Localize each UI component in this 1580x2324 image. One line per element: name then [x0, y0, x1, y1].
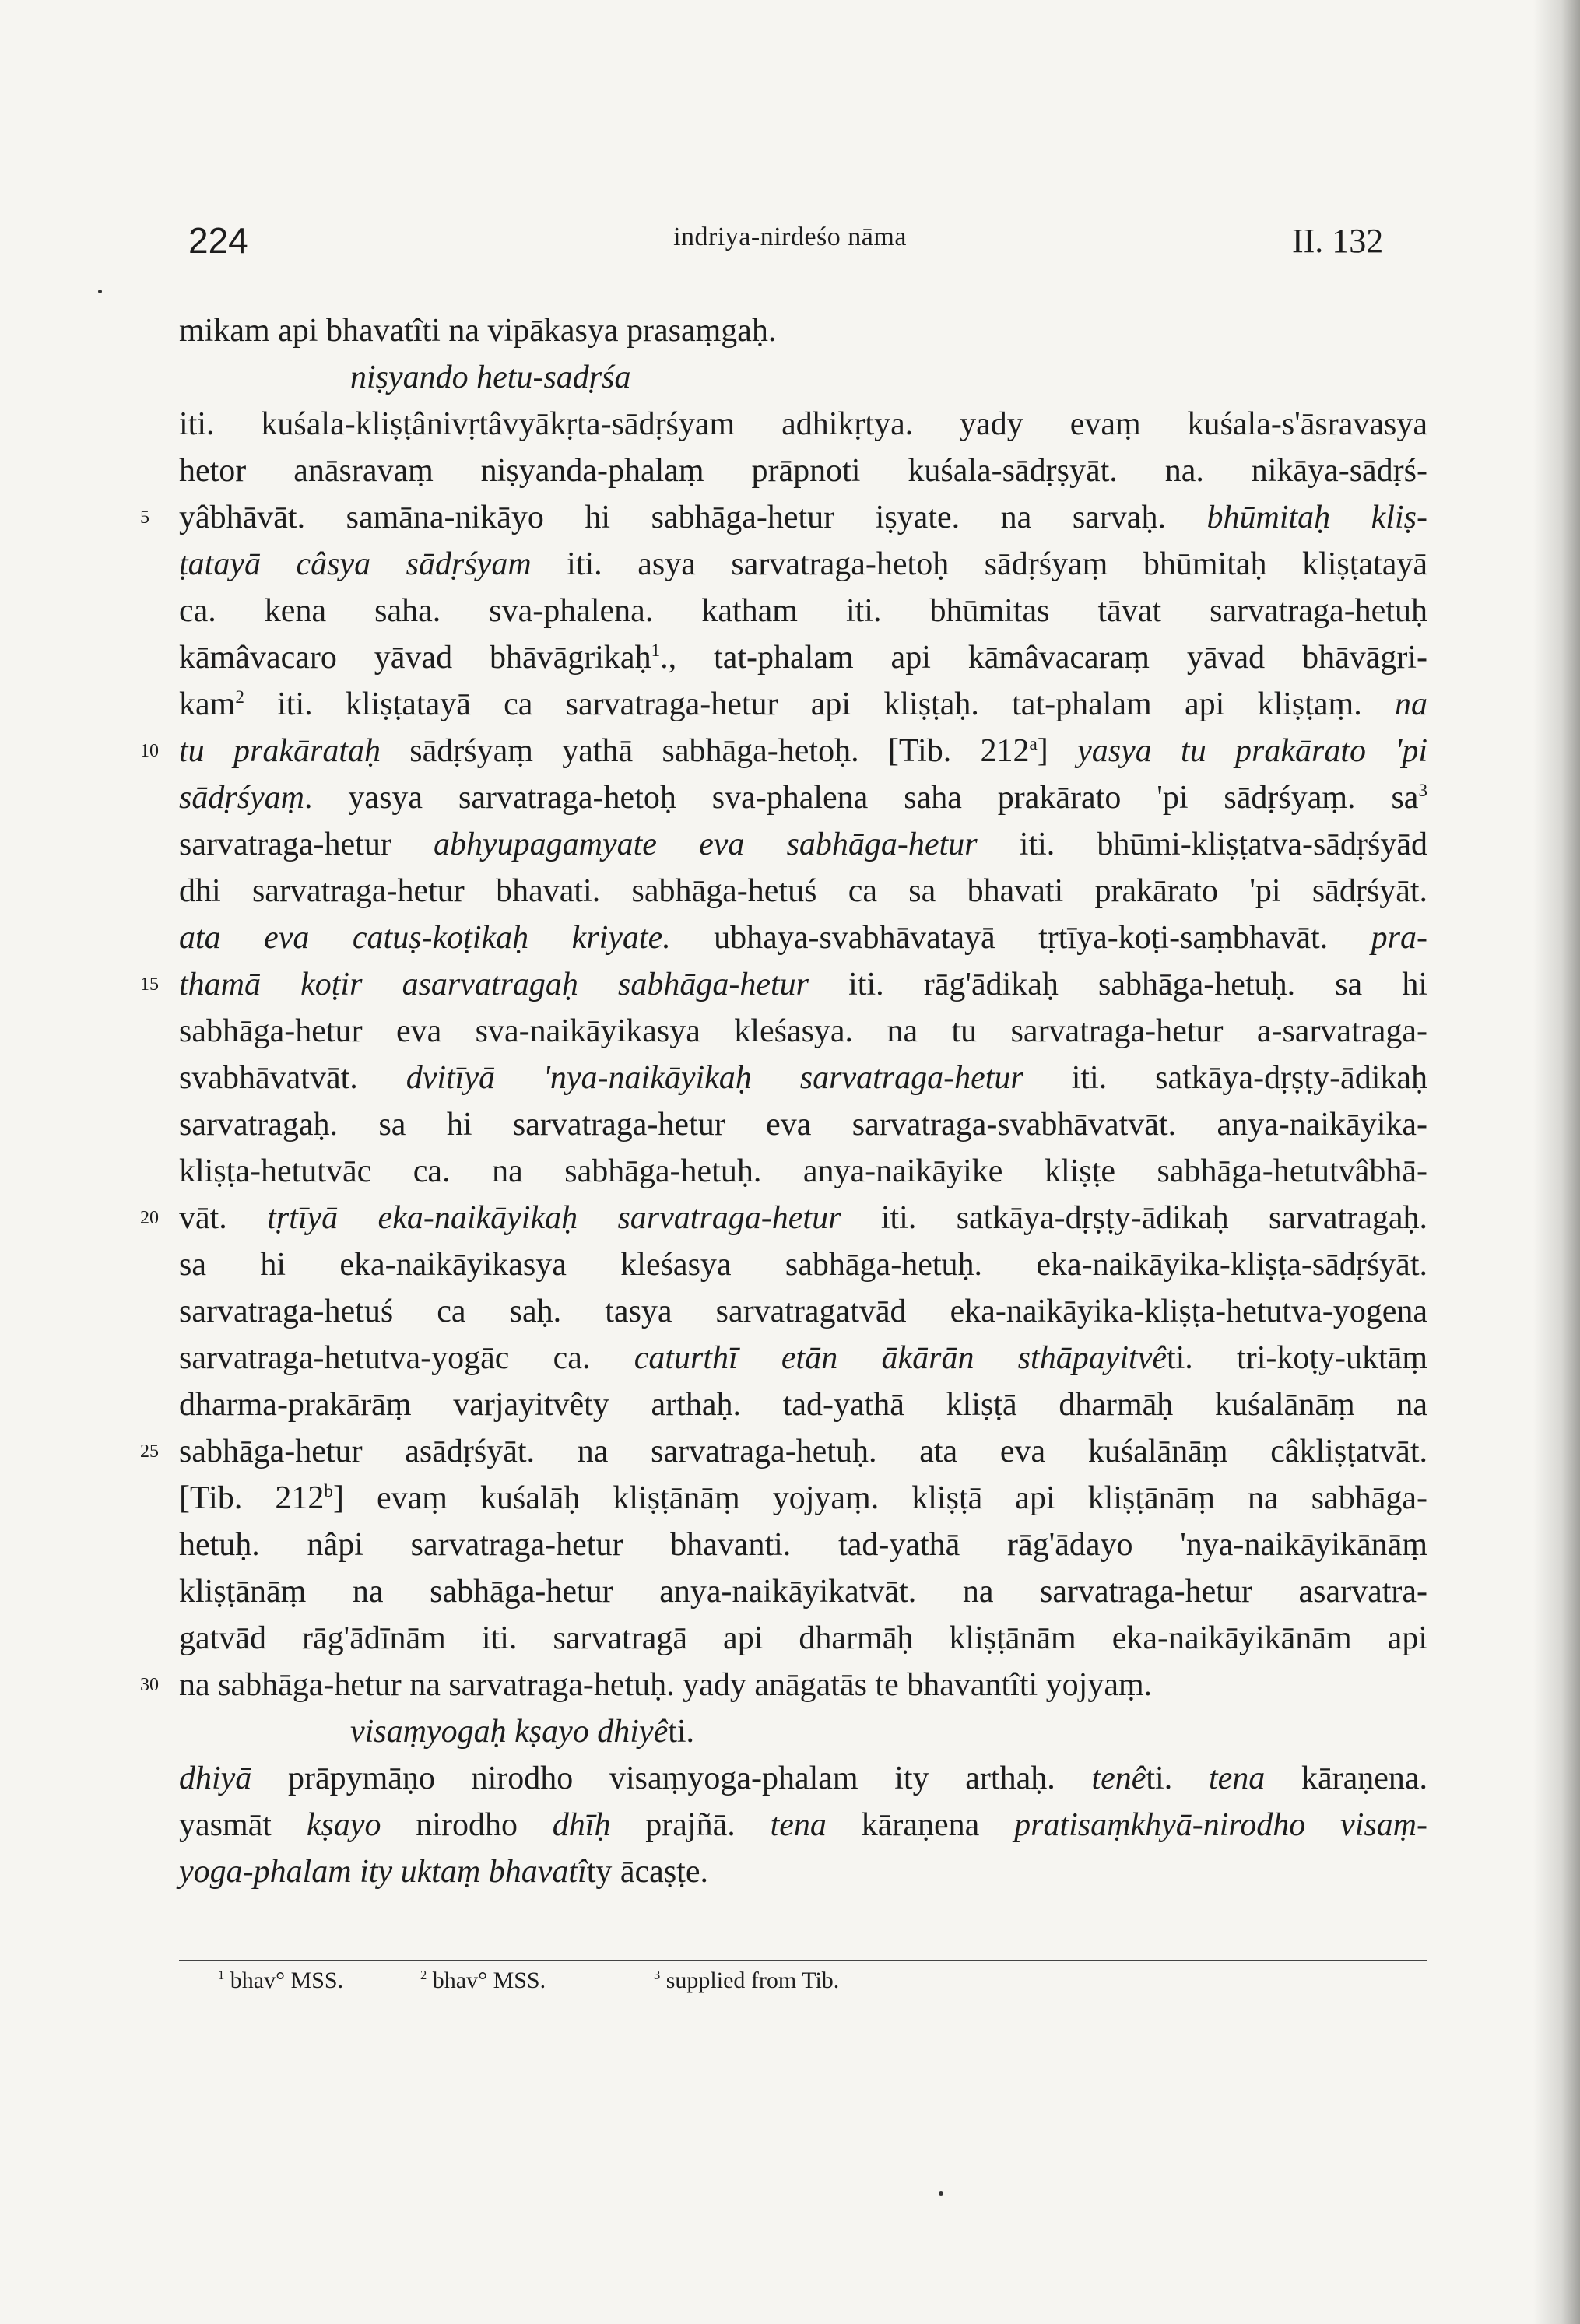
text-line: gatvād rāg'ādīnām iti. sarvatragā api dharmāḥ kliṣṭānām eka-naikāyikānām api: [179, 1620, 1427, 1656]
text-line: dhiyā prāpymāṇo nirodho visaṃyoga-phalam ity arthaḥ. tenêti. tena kāraṇena.: [179, 1761, 1427, 1796]
text-line: sarvatragaḥ. sa hi sarvatraga-hetur eva sarvatraga-svabhāvatvāt. anya-naikāyika-: [179, 1107, 1427, 1143]
footnote-rule: [179, 1960, 1427, 1961]
text-line: sarvatraga-hetur abhyupagamyate eva sabhāga-hetur iti. bhūmi-kliṣṭatva-sādṛśyād: [179, 827, 1427, 862]
text-line: yâbhāvāt. samāna-nikāyo hi sabhāga-hetur iṣyate. na sarvaḥ. bhūmitaḥ kliṣ-: [179, 500, 1427, 535]
page-header: [0, 219, 1580, 266]
footnote: $^1$ bhav° MSS.: [218, 1968, 344, 1993]
text-line: sa hi eka-naikāyikasya kleśasya sabhāga-hetuḥ. eka-naikāyika-kliṣṭa-sādṛśyāt.: [179, 1247, 1427, 1283]
text-line: yoga-phalam ity uktaṃ bhavatîty ācaṣṭe.: [179, 1854, 708, 1890]
footnote: $^3$ supplied from Tib.: [654, 1968, 840, 1993]
page-edge-shadow: [1533, 0, 1580, 2324]
running-title: indriya-nirdeśo nāma: [673, 223, 907, 251]
text-line: ca. kena saha. sva-phalena. katham iti. bhūmitas tāvat sarvatraga-hetuḥ: [179, 593, 1427, 629]
text-line: dhi sarvatraga-hetur bhavati. sabhāga-hetuś ca sa bhavati prakārato 'pi sādṛśyāt.: [179, 873, 1427, 909]
paper-speck: [939, 2191, 943, 2196]
text-line: hetor anāsravaṃ niṣyanda-phalaṃ prāpnoti kuśala-sādṛṣyāt. na. nikāya-sādṛś-: [179, 453, 1427, 489]
line-number: 15: [140, 974, 159, 995]
text-line: vāt. tṛtīyā eka-naikāyikaḥ sarvatraga-hetur iti. satkāya-dṛṣṭy-ādikaḥ sarvatragaḥ.: [179, 1200, 1427, 1236]
text-line: kliṣṭānāṃ na sabhāga-hetur anya-naikāyikatvāt. na sarvatraga-hetur asarvatra-: [179, 1574, 1427, 1610]
text-line: kam$^2$ iti. kliṣṭatayā ca sarvatraga-hetur api kliṣṭaḥ. tat-phalam api kliṣṭaṃ. na: [179, 686, 1427, 722]
line-number: 25: [140, 1441, 159, 1462]
text-line: sarvatraga-hetuś ca saḥ. tasya sarvatragatvād eka-naikāyika-kliṣṭa-hetutva-yogena: [179, 1294, 1427, 1329]
text-line: sabhāga-hetur asādṛśyāt. na sarvatraga-hetuḥ. ata eva kuśalānāṃ câkliṣṭatvāt.: [179, 1434, 1427, 1469]
paper-speck: [98, 290, 102, 293]
footnote: $^2$ bhav° MSS.: [420, 1968, 546, 1993]
text-line: svabhāvatvāt. dvitīyā 'nya-naikāyikaḥ sarvatraga-hetur iti. satkāya-dṛṣṭy-ādikaḥ: [179, 1060, 1428, 1096]
text-line: na sabhāga-hetur na sarvatraga-hetuḥ. yady anāgatās te bhavantîti yojyaṃ.: [179, 1667, 1153, 1703]
text-line: visaṃyogaḥ kṣayo dhiyêti.: [350, 1714, 695, 1750]
text-line: [Tib. 212$^b$] evaṃ kuśalāḥ kliṣṭānāṃ yojyaṃ. kliṣṭā api kliṣṭānāṃ na sabhāga-: [179, 1480, 1427, 1516]
text-line: mikam api bhavatîti na vipākasya prasaṃgaḥ.: [179, 313, 777, 349]
line-number: 20: [140, 1208, 159, 1228]
text-line: hetuḥ. nâpi sarvatraga-hetur bhavanti. tad-yathā rāg'ādayo 'nya-naikāyikānāṃ: [179, 1527, 1427, 1563]
text-line: sādṛśyaṃ. yasya sarvatraga-hetoḥ sva-phalena saha prakārato 'pi sādṛśyaṃ. $sa^3$: [179, 780, 1427, 816]
line-number: 10: [140, 741, 159, 761]
line-number: 30: [140, 1675, 159, 1695]
text-line: kliṣṭa-hetutvāc ca. na sabhāga-hetuḥ. anya-naikāyike kliṣṭe sabhāga-hetutvâbhā-: [179, 1153, 1427, 1189]
page-number: 224: [188, 220, 248, 261]
text-line: sarvatraga-hetutva-yogāc ca. caturthī etān ākārān sthāpayitvêti. tri-koṭy-uktāṃ: [179, 1340, 1427, 1376]
text-line: tu prakārataḥ sādṛśyaṃ yathā sabhāga-hetoḥ. [Tib. 212$^a$] yasya tu prakārato 'pi: [179, 733, 1427, 769]
text-line: iti. kuśala-kliṣṭânivṛtâvyākṛta-sādṛśyam adhikṛtya. yady evaṃ kuśala-s'āsravasya: [179, 406, 1427, 442]
text-line: yasmāt kṣayo nirodho dhīḥ prajñā. tena kāraṇena pratisaṃkhyā-nirodho visaṃ-: [179, 1807, 1427, 1843]
line-number: 5: [140, 507, 149, 528]
text-line: niṣyando hetu-sadṛśa: [350, 360, 631, 395]
section-reference: II. 132: [1292, 222, 1384, 260]
text-line: sabhāga-hetur eva sva-naikāyikasya kleśasya. na tu sarvatraga-hetur a-sarvatraga-: [179, 1013, 1427, 1049]
text-line: thamā koṭir asarvatragaḥ sabhāga-hetur iti. rāg'ādikaḥ sabhāga-hetuḥ. sa hi: [179, 967, 1427, 1002]
text-line: ṭatayā câsya sādṛśyam iti. asya sarvatraga-hetoḥ sādṛśyaṃ bhūmitaḥ kliṣṭatayā: [179, 546, 1427, 582]
text-line: dharma-prakārāṃ varjayitvêty arthaḥ. tad-yathā kliṣṭā dharmāḥ kuśalānāṃ na: [179, 1387, 1427, 1423]
text-line: kāmâvacaro yāvad bhāvāgrikaḥ$^1$., tat-phalam api kāmâvacaraṃ yāvad bhāvāgri-: [179, 640, 1428, 676]
text-line: ata eva catuṣ-koṭikaḥ kriyate. ubhaya-svabhāvatayā tṛtīya-koṭi-saṃbhavāt. pra-: [179, 920, 1427, 956]
footnotes: [0, 1968, 1580, 2006]
